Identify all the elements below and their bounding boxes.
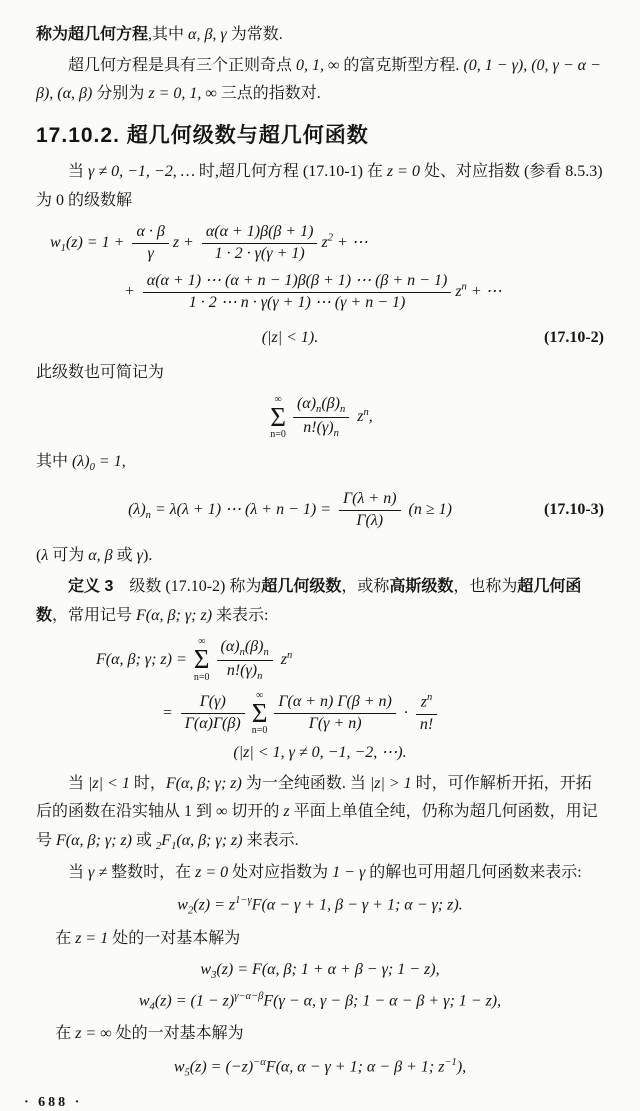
equation-number-17-10-2: (17.10-2)	[544, 328, 604, 346]
text-run: |z| < 1	[88, 775, 130, 793]
text-run: n!(γ)	[303, 419, 334, 437]
formula-w1-condition-row	[36, 321, 604, 355]
text-run: + ⋯	[466, 283, 502, 301]
summation-sign	[252, 691, 268, 737]
para-lambda-note	[36, 542, 604, 570]
text-run: ·	[399, 704, 412, 722]
text-run: 级数 (17.10-2) 称为	[113, 578, 262, 596]
summation-upper-limit: ∞	[274, 393, 282, 405]
text-run: 称为	[36, 26, 69, 43]
text-run: ，或称	[341, 578, 390, 596]
text-run: z = ∞	[75, 1025, 112, 1043]
sigma-symbol: Σ	[193, 644, 210, 675]
summation-upper-limit: ∞	[198, 636, 206, 648]
text-run: |z| > 1	[369, 775, 412, 793]
fraction-numerator	[217, 637, 273, 660]
text-run: w	[177, 896, 188, 914]
text-run: n	[257, 670, 263, 682]
sigma-symbol: Σ	[270, 401, 286, 432]
text-run: 分别为	[92, 85, 149, 103]
text-run: 时，可作解析开拓，开拓后的函数在沿实轴从 1 到 ∞ 切开的	[36, 775, 592, 821]
text-run: z +	[172, 233, 198, 251]
fraction-denominator	[274, 713, 395, 735]
text-run: 1 · 2 · γ(γ + 1)	[214, 244, 305, 262]
text-run: (z) = (−z)	[189, 1057, 254, 1075]
text-run: n	[461, 282, 467, 294]
text-run: 平面上单值全纯，仍称为超几何函数，用记号	[36, 803, 598, 849]
fraction-numerator	[202, 222, 318, 243]
text-run: (|z| < 1).	[261, 328, 319, 346]
text-run: γ ≠ 0, −1, −2, …	[88, 163, 195, 181]
text-run: w	[50, 233, 61, 251]
text-run: 超几何方程是具有三个正则奇点	[68, 57, 297, 75]
text-run: λ	[41, 547, 49, 565]
para-series-abbreviation	[36, 359, 604, 387]
fraction	[143, 271, 452, 314]
text-run: γ	[136, 547, 143, 565]
para-series-solution-intro	[36, 158, 604, 214]
summation-lower-limit: n=0	[193, 672, 210, 683]
text-run: (n ≥ 1)	[404, 500, 452, 518]
formula-F-condition	[36, 743, 604, 763]
para-definition-3	[36, 573, 604, 629]
text-run: n	[339, 404, 346, 416]
text-run: (α)	[296, 395, 317, 413]
fraction-denominator	[217, 660, 273, 684]
text-run: n	[239, 646, 245, 658]
text-run: 当	[68, 864, 89, 882]
text-run: z = 0, 1, ∞	[148, 85, 217, 103]
summation-upper-limit: ∞	[255, 689, 264, 701]
text-run: −1	[444, 1056, 457, 1068]
fraction-denominator	[339, 510, 400, 532]
text-run: 在	[55, 1025, 76, 1043]
fraction-numerator	[293, 394, 349, 417]
text-run: 2	[156, 840, 162, 852]
fraction-numerator	[339, 489, 400, 510]
text-run: 超几何函数	[36, 578, 582, 624]
text-run: w	[173, 1057, 185, 1075]
text-run: n	[263, 646, 269, 658]
text-run: (λ)	[128, 500, 146, 518]
text-run: 高斯级数	[389, 578, 454, 596]
text-run: 三点的指数对.	[216, 85, 321, 103]
fraction-denominator	[143, 292, 452, 314]
text-run: Γ(α)Γ(β)	[184, 714, 241, 732]
fraction	[416, 691, 437, 735]
page-number: · 688 ·	[24, 1095, 83, 1111]
text-run: −α	[253, 1056, 266, 1068]
text-run: 时，	[129, 775, 166, 793]
text-run: γ−α−β	[234, 990, 264, 1002]
formula-F-definition-line1	[96, 637, 604, 684]
text-run: z	[321, 233, 328, 251]
text-run: 的富克斯型方程.	[339, 57, 464, 75]
text-run: 此级数也可简记为	[36, 363, 165, 381]
text-run: Γ(γ)	[199, 693, 226, 711]
text-run: 4	[149, 1001, 155, 1013]
text-run: z = 1	[75, 930, 109, 948]
text-run: n	[363, 406, 369, 418]
text-run: n	[145, 509, 151, 521]
text-run: F(α, β; γ; z) =	[96, 650, 191, 668]
text-run: ,其中	[148, 26, 189, 43]
formula-w1-line2	[124, 271, 604, 314]
text-run: 来表示:	[212, 606, 269, 624]
text-run: ).	[142, 547, 153, 565]
text-run: γ ≠	[88, 864, 108, 882]
text-run: 1	[171, 840, 177, 852]
text-run: ,	[368, 408, 373, 426]
fraction-numerator	[416, 691, 437, 713]
text-run: F(α − γ + 1, β − γ + 1; α − γ; z).	[251, 896, 463, 914]
text-run: 当	[68, 775, 89, 793]
section-heading: 17.10.2. 超几何级数与超几何函数	[36, 124, 369, 148]
text-run: (z) = z	[193, 896, 236, 914]
text-run: (z) = F(α, β; 1 + α + β − γ; 1 − z),	[216, 961, 440, 979]
text-run: (α)	[220, 637, 240, 655]
summation-sign	[194, 637, 210, 683]
text-run: α · β	[136, 222, 165, 240]
text-run: 可为	[48, 547, 89, 565]
text-run: (z) = 1 +	[65, 233, 129, 251]
para-fuchs-type-equation	[36, 52, 604, 108]
text-run: z	[420, 693, 428, 711]
text-run: ，也称为	[453, 578, 518, 596]
text-run: ),	[456, 1057, 467, 1075]
text-run: γ	[147, 244, 154, 262]
text-run: 当	[68, 163, 89, 181]
text-run: 处对应指数为	[228, 864, 333, 882]
text-run: 定义 3	[68, 578, 114, 596]
formula-w3	[36, 960, 604, 982]
text-run: 整数时，在	[107, 864, 196, 882]
text-run: = 1,	[94, 452, 126, 470]
para-lambda-zero	[36, 448, 604, 478]
text-run: 或	[132, 831, 157, 849]
text-run: (|z| < 1, γ ≠ 0, −1, −2, ⋯).	[233, 744, 407, 762]
sigma-symbol: Σ	[251, 697, 268, 728]
text-run: n	[286, 649, 293, 661]
text-run: α(α + 1)β(β + 1)	[205, 222, 314, 240]
text-run: 在	[55, 930, 76, 948]
formula-pochhammer-row	[36, 482, 604, 539]
fraction	[132, 222, 168, 265]
text-run: 超几何方程	[68, 26, 149, 43]
text-run: F(γ − α, γ − β; 1 − α − β + γ; 1 − z),	[263, 992, 502, 1010]
text-run: 为常数.	[226, 26, 283, 43]
formula-w1-condition	[36, 328, 544, 348]
text-run: z	[283, 803, 290, 821]
formula-F-definition-line2	[162, 691, 604, 737]
formula-w1-line1	[50, 222, 604, 265]
text-run: Γ(λ)	[356, 511, 384, 529]
text-run: 来表示.	[242, 831, 299, 849]
text-run: 1−γ	[235, 895, 252, 907]
text-run: 的解也可用超几何函数来表示:	[365, 864, 582, 882]
formula-w5	[36, 1056, 604, 1080]
text-run: z	[276, 650, 287, 668]
text-run: ，常用记号	[52, 606, 137, 624]
text-run: 2	[187, 905, 194, 917]
fraction-numerator	[274, 692, 395, 713]
text-run: 处、对应指数 (参看 8.5.3) 为 0 的级数解	[36, 163, 603, 209]
text-run: n	[316, 404, 322, 416]
text-run: w	[200, 961, 212, 979]
text-run: α, β, γ	[188, 26, 227, 43]
text-run: 3	[211, 970, 217, 982]
text-run: (	[36, 547, 42, 565]
text-run: z = 0	[195, 864, 229, 882]
fraction-denominator	[132, 243, 168, 265]
fraction	[202, 222, 318, 265]
text-run: 其中	[36, 452, 73, 470]
text-run: = λ(λ + 1) ⋯ (λ + n − 1) =	[150, 500, 336, 518]
text-run: 1	[60, 242, 66, 254]
fraction-denominator	[202, 243, 318, 265]
text-run: 为一全纯函数. 当	[241, 775, 370, 793]
fraction	[339, 489, 400, 532]
text-run: F	[161, 831, 172, 849]
para-named-hypergeometric-equation	[36, 21, 604, 49]
text-run: (β)	[321, 395, 340, 413]
text-run: 处的一对基本解为	[108, 930, 241, 948]
fraction-denominator	[181, 713, 245, 735]
text-run: 时,超几何方程 (17.10-1) 在	[194, 163, 387, 181]
fraction	[293, 394, 349, 441]
para-solutions-at-z-equals-infinity	[36, 1020, 604, 1048]
fraction-numerator	[143, 271, 452, 292]
text-run: (β)	[244, 637, 264, 655]
text-run: F(α, α − γ + 1; α − β + 1; z	[265, 1057, 445, 1075]
text-run: n!(γ)	[226, 661, 258, 679]
text-run: (z) = (1 − z)	[154, 992, 235, 1010]
text-run: n	[333, 428, 339, 440]
text-run: 2	[327, 232, 333, 244]
formula-w4	[36, 990, 604, 1014]
fraction-numerator	[132, 222, 168, 243]
formula-w2	[36, 894, 604, 918]
text-run: 0	[89, 462, 95, 474]
text-run: 处的一对基本解为	[111, 1025, 244, 1043]
formula-series-short-form	[36, 394, 604, 441]
text-run: (0, 1 − γ), (0, γ − α − β), (α, β)	[36, 57, 601, 103]
text-run: n	[427, 692, 433, 704]
text-run: 1 · 2 ⋯ n · γ(γ + 1) ⋯ (γ + n − 1)	[188, 294, 406, 312]
text-run: w	[138, 992, 150, 1010]
text-run: 5	[184, 1067, 190, 1079]
summation-lower-limit: n=0	[251, 725, 268, 737]
summation-lower-limit: n=0	[270, 429, 286, 441]
summation-sign	[270, 395, 286, 441]
text-run: Γ(γ + n)	[308, 714, 362, 732]
text-run: F(α, β; γ; z)	[56, 831, 132, 849]
text-run: 0, 1, ∞	[296, 57, 340, 75]
text-run: 超几何级数	[261, 578, 342, 596]
para-second-exponent-solution	[36, 859, 604, 887]
text-run: 1 − γ	[332, 864, 366, 882]
text-run: Γ(α + n) Γ(β + n)	[278, 693, 392, 711]
text-run: +	[124, 283, 139, 301]
equation-number-17-10-3: (17.10-3)	[544, 501, 604, 518]
fraction	[274, 692, 395, 735]
text-run: =	[162, 704, 177, 722]
para-analytic-continuation	[36, 770, 604, 856]
text-run: n!	[419, 715, 434, 733]
text-run: + ⋯	[333, 233, 368, 251]
text-run: F(α, β; γ; z)	[165, 775, 242, 793]
fraction-denominator	[293, 417, 349, 441]
text-run: z	[455, 283, 462, 301]
text-run: 或	[112, 547, 137, 565]
para-solutions-at-z-equals-1	[36, 925, 604, 953]
text-run: α, β	[88, 547, 113, 565]
fraction-denominator	[416, 714, 437, 736]
fraction	[217, 637, 273, 684]
text-run: z = 0	[386, 163, 420, 181]
fraction	[181, 692, 245, 735]
formula-pochhammer	[36, 489, 544, 532]
text-run: Γ(λ + n)	[343, 489, 397, 507]
text-run: α(α + 1) ⋯ (α + n − 1)β(β + 1) ⋯ (β + n − 1)	[146, 272, 448, 290]
text-run: z	[353, 408, 364, 426]
text-run: F(α, β; γ; z)	[136, 606, 213, 624]
fraction-numerator	[181, 692, 245, 713]
text-run: (λ)	[72, 452, 90, 470]
text-run: (α, β; γ; z)	[176, 831, 243, 849]
